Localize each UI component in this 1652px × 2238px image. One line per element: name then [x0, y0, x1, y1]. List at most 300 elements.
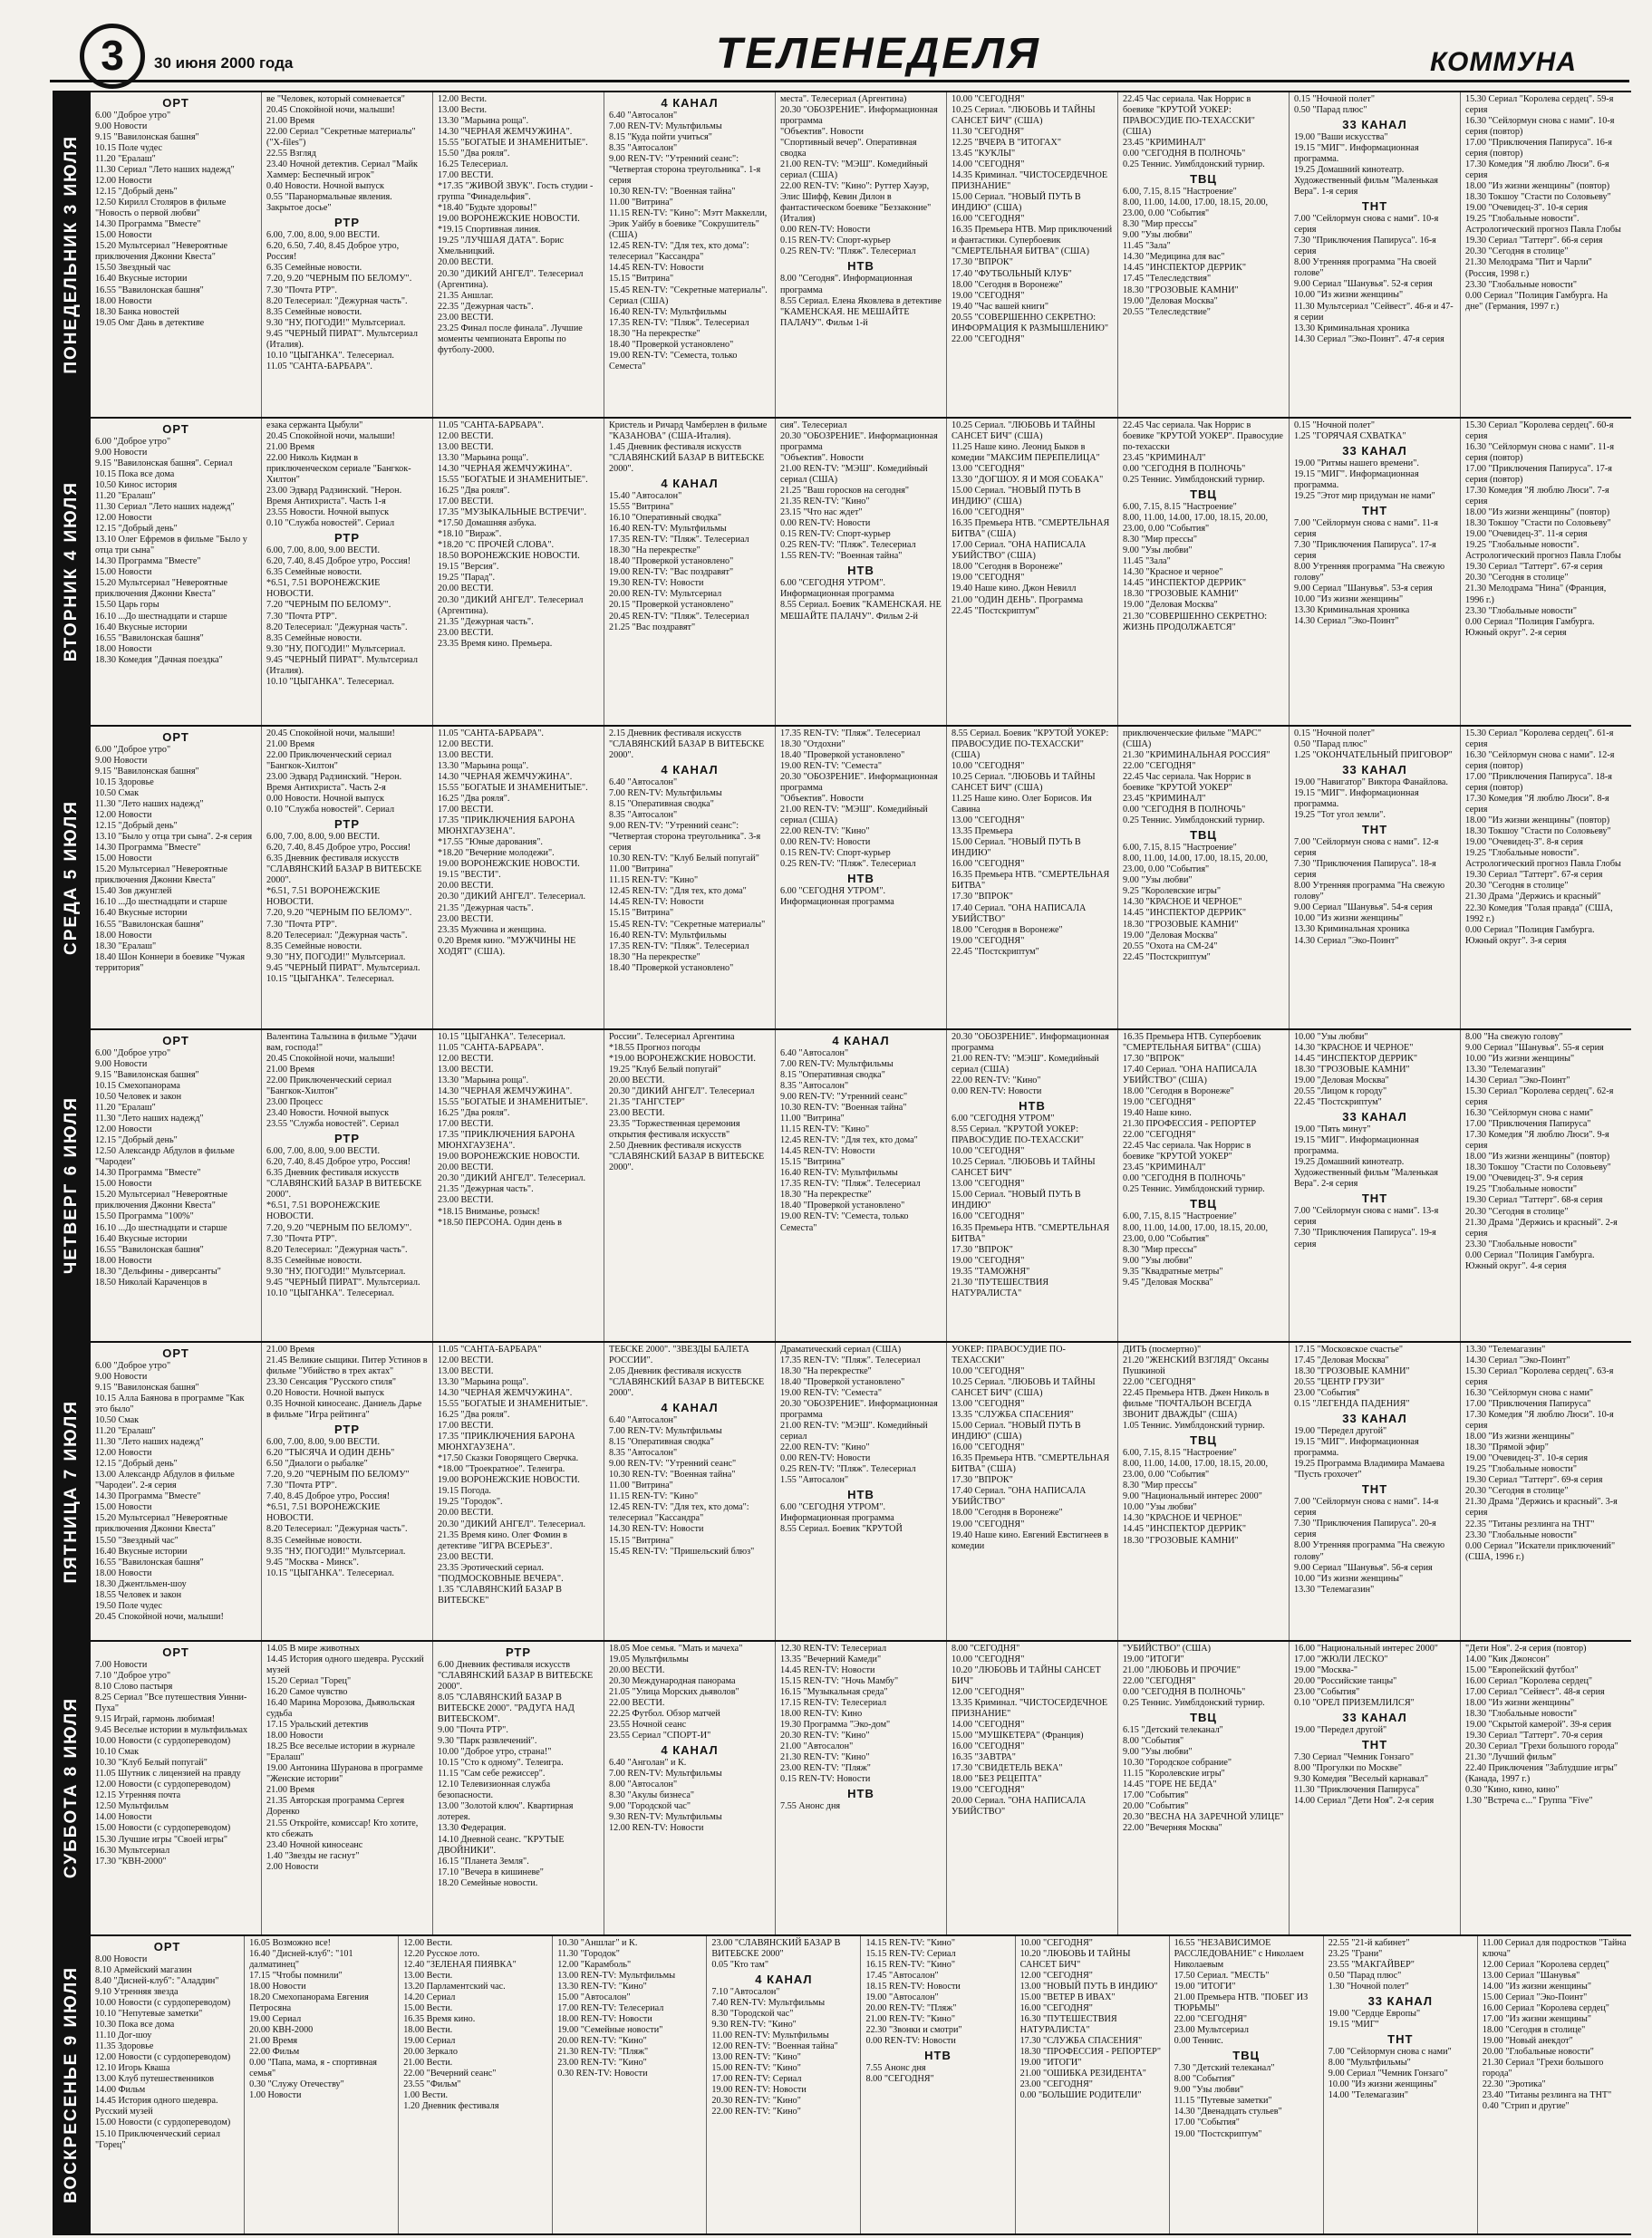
program-listing: 0.00 "БОЛЬШИЕ РОДИТЕЛИ" — [1019, 2090, 1142, 2101]
program-listing: 11.25 Наше кино. Олег Борисов. Ия Савина — [952, 794, 1092, 815]
program-listing: 6.40 "Автосалон" — [609, 1415, 678, 1426]
program-listing: 10.10 "ЦЫГАНКА". Телесериал. — [266, 350, 394, 361]
program-listing: 9.00 "Узы любви" — [1123, 875, 1193, 886]
program-listing: 21.30 Сериал "Грехи большого города" — [1482, 2058, 1604, 2079]
program-listing: 20.00 "Российские танцы" — [1294, 1676, 1397, 1687]
program-listing: 23.00 "СЛАВЯНСКИЙ БАЗАР В ВИТЕБСКЕ 2000" — [711, 1938, 841, 1960]
schedule-column — [775, 727, 946, 1028]
program-listing: 21.35 Время кино. Олег Фомин в детективе "ИГРА ВСЕРЬЕЗ". — [438, 1529, 567, 1551]
program-listing: 19.00 "Навигатор" Виктора Фанайлова. — [1294, 777, 1448, 788]
program-listing: 0.00 Теннис. — [1174, 2036, 1223, 2047]
program-listing: 14.30 Сериал "Эко-Поинт" — [1465, 1355, 1570, 1366]
program-listing: 13.00 ВЕСТИ. — [438, 1366, 494, 1377]
program-listing: 15.00 "Автосалон" — [557, 1992, 631, 2003]
program-listing: 18.30 "ГРОЗОВЫЕ КАМНИ" — [1123, 589, 1239, 600]
program-listing: 8.00 "События" — [1123, 1736, 1184, 1747]
program-listing: 14.30 "Медицина для вас" — [1123, 252, 1225, 263]
program-listing: 19.00 "СЕГОДНЯ" — [1123, 1097, 1196, 1108]
program-listing: 7.40, 8.45 Доброе утро, Россия! — [266, 1491, 391, 1502]
program-listing: 17.40 Сериал. "ОНА НАПИСАЛА УБИЙСТВО" (США) — [1123, 1065, 1258, 1086]
program-listing: 7.00 "Сейлормун снова с нами". 11-я серия — [1294, 518, 1438, 540]
schedule-column — [775, 1343, 946, 1640]
program-listing: 0.00 REN-TV: Новости — [780, 518, 871, 529]
program-listing: 20.30 "ДИКИЙ АНГЕЛ". Телесериал. — [438, 1519, 586, 1529]
program-listing: 19.40 Наше кино. Джон Невилл — [952, 584, 1077, 594]
program-listing: 10.30 REN-TV: "Клуб Белый попугай" — [609, 854, 759, 864]
program-listing: 0.00 Сериал "Полиция Гамбурга. На дне" (Германия, 1997 г.) — [1465, 290, 1609, 312]
program-listing: 8.30 "Мир прессы" — [1123, 535, 1198, 545]
program-listing: 19.30 Программа "Эко-дом" — [780, 1720, 891, 1731]
program-listing: 15.10 Приключенческий сериал "Горец" — [95, 2128, 220, 2150]
program-listing: 8.35 "Автосалон" — [609, 143, 678, 154]
program-listing: 15.00 Новости (с сурдопереводом) — [95, 2117, 231, 2128]
program-listing: 19.00 "Передел другой" — [1294, 1426, 1387, 1437]
program-listing: 14.00 Новости — [95, 1812, 152, 1823]
program-listing: 16.00 "СЕГОДНЯ" — [952, 1211, 1025, 1222]
channel-heading: ТНТ — [1361, 199, 1388, 214]
program-listing: 13.30 REN-TV: "Кино" — [557, 1982, 647, 1992]
program-listing: 22.00 Приключенческий сериал "Бангкок-Хилтон" — [266, 1076, 391, 1097]
program-listing: 18.00 "Из жизни женщины" — [1465, 1432, 1575, 1442]
schedule-column — [604, 727, 775, 1028]
program-listing: 16.25 "Два рояля". — [438, 794, 510, 805]
program-listing: 19.00 "Очевидец-3". 9-я серия — [1465, 1173, 1583, 1184]
program-listing: 8.05 "СЛАВЯНСКИЙ БАЗАР В ВИТЕБСКЕ 2000". "РАДУГА НАД ВИТЕБСКОМ". — [438, 1693, 575, 1725]
program-listing: 16.40 REN-TV: Мультфильмы — [609, 930, 727, 941]
program-listing: 21.30 "КРИМИНАЛЬНАЯ РОССИЯ" — [1123, 750, 1270, 761]
program-listing: 17.00 "События" — [1174, 2117, 1240, 2128]
program-listing: 17.30 "СВИДЕТЕЛЬ ВЕКА" — [952, 1763, 1063, 1774]
program-listing: 16.35 Время кино. — [403, 2014, 476, 2025]
program-listing: 11.05 "САНТА-БАРБАРА" — [438, 1345, 542, 1355]
program-listing: 8.00, 11.00, 14.00, 17.00, 18.15, 20.00, 23.00, 0.00 "События" — [1123, 513, 1269, 535]
program-listing: 19.25 "Глобальные новости". Астрологический прогноз Павла Глобы — [1465, 214, 1621, 236]
program-listing: 9.15 "Вавилонская башня" — [95, 1383, 199, 1394]
program-listing: 17.00 "Приключения Папируса". 17-я серия (повтор) — [1465, 464, 1612, 486]
program-listing: 11.10 Дог-шоу — [95, 2031, 152, 2041]
program-listing: 16.30 "Сейлормун снова с нами" — [1465, 1108, 1594, 1119]
program-listing: 15.40 "Автосалон" — [609, 491, 682, 502]
program-listing: 8.00 Утренняя программа "На свежую голову" — [1294, 1540, 1445, 1562]
program-listing: 10.00 "Доброе утро, страна!" — [438, 1747, 552, 1758]
program-listing: 18.00 "Сегодня в Воронеже" — [952, 1508, 1063, 1519]
program-listing: 12.00 Новости — [95, 176, 152, 187]
program-listing: 18.00 "БЕЗ РЕЦЕПТА" — [952, 1774, 1042, 1785]
issue-date: 30 июня 2000 года — [154, 54, 294, 72]
program-listing: 19.25 Программа Владимира Мамаева "Пусть грохочет" — [1294, 1459, 1444, 1481]
program-listing: 7.00 "Сейлормун снова с нами". 13-я серия — [1294, 1206, 1439, 1228]
program-listing: 11.30 "Приключения Папируса" — [1294, 1785, 1420, 1796]
program-listing: 0.15 REN-TV: Новости — [780, 1774, 871, 1785]
program-listing: 9.45 "ЧЕРНЫЙ ПИРАТ". Мультсериал (Италия). — [266, 654, 418, 676]
program-listing: 18.30 "На перекрестке" — [780, 1190, 872, 1201]
program-listing: 19.15 "МИГ". Информационная программа. — [1294, 788, 1419, 810]
program-listing: 17.00 REN-TV: Сериал — [711, 2074, 802, 2085]
program-listing: 0.00 REN-TV: Новости — [780, 837, 871, 848]
program-listing: 16.40 REN-TV: Мультфильмы — [609, 524, 727, 535]
schedule-column — [1117, 92, 1289, 417]
program-listing: 6.00 "Доброе утро" — [95, 111, 171, 121]
program-listing: 10.00 "Из жизни женщины" — [1294, 594, 1404, 605]
program-listing: 17.00 ВЕСТИ. — [438, 170, 494, 181]
program-listing: 8.30 "Мир прессы" — [1123, 219, 1198, 230]
program-listing: 0.00 Сериал "Полиция Гамбурга. Южный округ". 2-я серия — [1465, 616, 1595, 638]
program-listing: 21.55 Откройте, комиссар! Кто хотите, кто сбежать — [266, 1818, 419, 1839]
program-listing: 9.45 "ЧЕРНЫЙ ПИРАТ". Мультсериал. — [266, 962, 420, 973]
program-listing: 12.50 Мультфильм — [95, 1801, 169, 1812]
program-listing: 20.00 "События" — [1123, 1801, 1189, 1812]
program-listing: 13.20 Парламентский час. — [403, 1982, 506, 1992]
program-listing: 21.30 REN-TV: "Пляж" — [557, 2047, 649, 2058]
program-listing: 14.10 Дневной сеанс. "КРУТЫЕ ДВОЙНИКИ". — [438, 1834, 565, 1856]
program-listing: 8.15 "Куда пойти учиться" — [609, 132, 712, 143]
program-listing: 9.00 "Узы любви" — [1123, 545, 1193, 556]
program-listing: ТЕБСКЕ 2000". "ЗВЕЗДЫ БАЛЕТА РОССИИ". — [609, 1345, 749, 1366]
program-listing: 7.00 Новости — [95, 1660, 148, 1670]
schedule-column — [432, 1030, 604, 1341]
channel-heading: 4 КАНАЛ — [832, 1034, 890, 1047]
schedule-column — [946, 419, 1117, 725]
program-listing: 17.30 "ВПРОК" — [1123, 1054, 1184, 1065]
program-listing: 15.45 REN-TV: "Секретные материалы". Сериал (США) — [609, 285, 768, 306]
program-listing: 9.15 "Вавилонская башня". Сериал — [95, 458, 233, 469]
program-listing: *18.50 ПЕРСОНА. Один день в — [438, 1217, 562, 1228]
program-listing: 19.25 "Городок". — [438, 1497, 503, 1508]
program-listing: 19.25 "Этот мир придуман не нами" — [1294, 491, 1435, 502]
program-listing: 20.30 Сериал "Грехи большого города" — [1465, 1741, 1618, 1752]
program-listing: *19.15 Спортивная линия. — [438, 225, 541, 236]
program-listing: 8.35 Семейные новости. — [266, 1535, 362, 1546]
program-listing: 14.30 REN-TV: Новости — [609, 1524, 704, 1535]
program-listing: 21.30 ПРОФЕССИЯ - РЕПОРТЕР — [1123, 1119, 1257, 1130]
program-listing: 10.00 "СЕГОДНЯ" — [952, 1366, 1025, 1377]
program-listing: 15.55 "БОГАТЫЕ И ЗНАМЕНИТЫЕ". — [438, 783, 588, 794]
program-listing: 20.00 "Глобальные новости" — [1482, 2047, 1594, 2058]
program-listing: УОКЕР: ПРАВОСУДИЕ ПО-ТЕХАССКИ" — [952, 1345, 1066, 1366]
program-listing: 8.55 Сериал. Боевик "КРУТОЙ УОКЕР: ПРАВОСУДИЕ ПО-ТЕХАССКИ" (США) — [952, 728, 1109, 761]
schedule-column — [604, 419, 775, 725]
program-listing: 18.20 Смехопанорама Евгения Петросяна — [249, 1992, 369, 2014]
program-listing: 0.00 "СЕГОДНЯ В ПОЛНОЧЬ" — [1123, 464, 1246, 475]
program-listing: 18.40 "Проверкой установлено" — [609, 339, 734, 350]
program-listing: 19.15 "МИГ". Информационная программа. — [1294, 143, 1419, 165]
program-listing: 8.00, 11.00, 14.00, 17.00, 18.15, 20.00, 23.00, 0.00 "События" — [1123, 198, 1269, 219]
program-listing: "Спортивный вечер". Оперативная сводка — [780, 138, 917, 159]
program-listing: ве "Человек, который сомневается" — [266, 94, 405, 104]
program-listing: 22.45 Час сериала. Чак Норрис в боевике "КРУТОЙ УОКЕР" — [1123, 772, 1251, 794]
program-listing: 23.00 Эдвард Радзинский. "Нерон. Время Антихриста". Часть 1-я — [266, 486, 402, 507]
program-listing: 12.00 ВЕСТИ. — [438, 431, 494, 442]
program-listing: 7.00 "Сейлормун снова с нами". 10-я серия — [1294, 214, 1439, 236]
day-label-band — [53, 1936, 91, 2233]
program-listing: 6.40 "Автосалон" — [609, 111, 678, 121]
program-listing: 10.00 "Из жизни женщины" — [1328, 2079, 1437, 2090]
program-listing: 7.10 "Доброе утро" — [95, 1671, 171, 1682]
program-listing: 10.30 REN-TV: "Военная тайна" — [609, 187, 736, 198]
program-listing: 23.30 Сенсация "Русского стиля" — [266, 1377, 397, 1388]
schedule-column — [946, 727, 1117, 1028]
program-listing: 14.30 "ЧЕРНАЯ ЖЕМЧУЖИНА". — [438, 1388, 573, 1399]
program-listing: 15.30 Сериал "Королева сердец". 60-я серия — [1465, 420, 1614, 442]
program-listing: 21.00 Премьера НТВ. "ПОБЕГ ИЗ ТЮРЬМЫ" — [1174, 1992, 1309, 2014]
program-listing: 21.25 "Вас поздравят" — [609, 622, 696, 632]
program-listing: 17.30 Комедия "Я люблю Люси". 8-я серия — [1465, 794, 1609, 815]
program-listing: 8.40 "Дисней-клуб": "Аладдин" — [95, 1976, 219, 1987]
program-listing: 15.00 Новости — [95, 567, 152, 578]
program-listing: 19.00 "СЕГОДНЯ" — [952, 1785, 1025, 1796]
program-listing: 14.45 "ИНСПЕКТОР ДЕРРИК" — [1294, 1054, 1417, 1065]
program-listing: 15.50 Царь горы — [95, 600, 159, 611]
program-listing: 16.00 "СЕГОДНЯ" — [1019, 2003, 1093, 2014]
program-listing: 20.55 "Телеследствие" — [1123, 306, 1211, 317]
program-listing: 11.05 "САНТА-БАРБАРА". — [438, 420, 544, 430]
program-listing: 13.00 ВЕСТИ. — [438, 750, 494, 761]
program-listing: 8.30 "Акулы бизнеса" — [609, 1790, 695, 1801]
schedule-column — [91, 419, 261, 725]
schedule-column — [1460, 1343, 1631, 1640]
program-listing: 11.15 REN-TV: "Кино" — [780, 1124, 870, 1135]
program-listing: 20.55 "ЦЕНТР ГРУЗИ" — [1294, 1377, 1385, 1388]
program-listing: 13.00 "Золотой ключ". Квартирная лотерея. — [438, 1801, 574, 1823]
program-listing: 6.00, 7.15, 8.15 "Настроение" — [1123, 187, 1237, 198]
program-listing: 11.30 "СЕГОДНЯ" — [952, 127, 1025, 138]
program-listing: 12.00 REN-TV: Новости — [609, 1823, 704, 1834]
program-listing: 22.55 Взгляд — [266, 149, 316, 159]
program-listing: 10.50 Кинос история — [95, 480, 178, 491]
program-listing: 0.30 REN-TV: Новости — [557, 2069, 648, 2079]
program-listing: 18.40 Шон Коннери в боевике "Чужая территория" — [95, 951, 246, 973]
program-listing: 13.00 "СЕГОДНЯ" — [952, 464, 1025, 475]
program-listing: 20.30 "Сегодня в столице" — [1465, 1206, 1569, 1217]
program-listing: 16.35 Премьера НТВ. "СМЕРТЕЛЬНАЯ БИТВА" (США) — [952, 518, 1110, 540]
program-listing: 12.50 Александр Абдулов в фильме "Чародеи" — [95, 1146, 235, 1168]
program-listing: 13.30 "ДОГШОУ. Я И МОЯ СОБАКА" — [952, 475, 1104, 486]
program-listing: 16.10 ...До шестнадцати и старше — [95, 1222, 227, 1233]
program-listing: 19.00 "Деловая Москва" — [1123, 930, 1218, 941]
schedule-column — [432, 419, 604, 725]
program-listing: 20.00 Сериал. "ОНА НАПИСАЛА УБИЙСТВО" — [952, 1796, 1087, 1818]
program-listing: 11.30 Мультсериал "Сейвест". 46-я и 47-я серии — [1294, 301, 1454, 323]
day-columns — [91, 1642, 1631, 1934]
program-listing: 11.15 "Сам себе режиссер". — [438, 1769, 546, 1780]
program-listing: 8.00, 11.00, 14.00, 17.00, 18.15, 20.00, 23.00, 0.00 "События" — [1123, 1222, 1269, 1244]
program-listing: 14.00 "Телемагазин" — [1328, 2090, 1409, 2101]
program-listing: 9.00 "Узы любви" — [1123, 1747, 1193, 1758]
program-listing: 18.30 Джентльмен-шоу — [95, 1578, 187, 1589]
program-listing: 16.35 Премьера НТВ. Мир приключений и фантастики. Супербоевик "СМЕРТЕЛЬНАЯ БИТВА" (США) — [952, 225, 1113, 257]
program-listing: 18.00 "Сегодня в Воронеже" — [952, 924, 1063, 935]
program-listing: 14.35 Криминал. "ЧИСТОСЕРДЕЧНОЕ ПРИЗНАНИЕ" — [952, 170, 1108, 192]
schedule-column — [1117, 1642, 1289, 1934]
program-listing: 13.30 "Телемагазин" — [1294, 1584, 1375, 1595]
schedule-column — [604, 1030, 775, 1341]
program-listing: 19.00 REN-TV: "Семеста" — [780, 1388, 883, 1399]
program-listing: 13.00 Вести. — [403, 1971, 453, 1982]
program-listing: 16.15 REN-TV: "Кино" — [865, 1960, 956, 1971]
program-listing: 11.20 "Ералаш" — [95, 491, 156, 502]
program-listing: 8.30 "Городской час" — [711, 2009, 794, 2020]
program-listing: 0.05 "Кто там" — [711, 1960, 768, 1971]
program-listing: 18.00 "Из жизни женщины" (повтор) — [1465, 507, 1610, 518]
program-listing: 22.45 Час сериала. Чак Норрис в боевике "КРУТОЙ УОКЕР: ПРАВОСУДИЕ ПО-ТЕХАССКИ" (США) — [1123, 94, 1255, 138]
program-listing: 17.15 "Московское счастье" — [1294, 1345, 1404, 1355]
program-listing: 17.30 "КВН-2000" — [95, 1856, 167, 1867]
schedule-column — [552, 1936, 706, 2233]
program-listing: 8.00 Утренняя программа "На свежую голову" — [1294, 562, 1445, 584]
program-listing: "Объектив". Новости — [780, 794, 864, 805]
program-listing: 8.00 "СЕГОДНЯ" — [865, 2074, 934, 2085]
program-listing: 20.00 REN-TV: "Пляж" — [865, 2003, 957, 2014]
program-listing: 13.30 "Телемагазин" — [1465, 1065, 1546, 1076]
program-listing: 9.00 "Национальный интерес 2000" — [1123, 1491, 1262, 1502]
program-listing: 19.00 "СЕГОДНЯ" — [952, 573, 1025, 584]
program-listing: сия". Телесериал — [780, 420, 847, 430]
program-listing: 10.15 Смехопанорама — [95, 1081, 180, 1092]
program-listing: 0.40 "Стрип и другие" — [1482, 2101, 1570, 2112]
program-listing: 15.40 Зов джунглей — [95, 886, 172, 897]
program-listing: 6.00 "СЕГОДНЯ УТРОМ". Информационная программа — [780, 886, 894, 908]
program-listing: 19.25 "Глобальные новости" — [1465, 1464, 1578, 1475]
program-listing: 11.30 "Лето наших надежд" — [95, 1437, 204, 1448]
program-listing: 19.30 Сериал "Таттерт". 67-я серия — [1465, 562, 1603, 573]
program-listing: 10.25 Сериал. "ЛЮБОВЬ И ТАЙНЫ САНСЕТ БИЧ" — [952, 1157, 1096, 1179]
program-listing: 6.20, 6.50, 7.40, 8.45 Доброе утро, Россия! — [266, 241, 400, 263]
program-listing: 8.00 "Автосалон" — [609, 1780, 678, 1790]
program-listing: 0.30 "Кино, кино, кино" — [1465, 1785, 1560, 1796]
program-listing: 23.00 ВЕСТИ. — [438, 627, 494, 638]
program-listing: 19.00 "Семейные новости" — [557, 2025, 663, 2036]
program-listing: 14.30 Программа "Вместе" — [95, 843, 201, 854]
program-listing: 15.00 REN-TV: "Кино" — [711, 2063, 801, 2074]
program-listing: 14.30 Программа "Вместе" — [95, 556, 201, 567]
program-listing: 18.40 "Проверкой установлено" — [780, 1201, 905, 1211]
program-listing: 10.15 "ЦЫГАНКА". Телесериал. — [266, 1568, 394, 1578]
program-listing: 7.30 "Приключения Папируса". 17-я серия — [1294, 540, 1436, 562]
program-listing: 15.00 "Европейский футбол" — [1465, 1665, 1579, 1676]
program-listing: 16.40 Вкусные истории — [95, 908, 188, 919]
program-listing: 6.00, 7.00, 8.00, 9.00 ВЕСТИ. — [266, 545, 381, 556]
program-listing: 12.15 "Добрый день" — [95, 821, 178, 832]
day-label-band — [53, 92, 91, 417]
program-listing: 8.35 "Автосалон" — [609, 1448, 678, 1459]
day-columns — [91, 1343, 1631, 1640]
program-listing: 8.00 "Мультфильмы" — [1328, 2058, 1411, 2069]
program-listing: 15.00 Новости — [95, 230, 152, 241]
program-listing: 15.55 "БОГАТЫЕ И ЗНАМЕНИТЫЕ". — [438, 138, 588, 149]
program-listing: 6.00 Дневник фестиваля искусств "СЛАВЯНСКИЙ БАЗАР В ВИТЕБСКЕ 2000". — [438, 1660, 594, 1693]
program-listing: 7.30 "Приключения Папируса". 20-я серия — [1294, 1519, 1436, 1540]
program-listing: 17.00 "Приключения Папируса". 18-я серия (повтор) — [1465, 772, 1612, 794]
program-listing: 22.45 "Постскриптум" — [1294, 1097, 1382, 1108]
program-listing: 6.00 "СЕГОДНЯ УТРОМ". Информационная программа — [780, 578, 894, 600]
program-listing: 2.50 Дневник фестиваля искусств "СЛАВЯНСКИЙ БАЗАР В ВИТЕБСКЕ 2000". — [609, 1141, 765, 1173]
program-listing: 16.40 "Дисней-клуб": "101 далматинец" — [249, 1949, 353, 1971]
program-listing: 10.00 "Из жизни женщины" — [1294, 1573, 1404, 1584]
program-listing: 9.00 Сериал "Шанувья". 56-я серия — [1294, 1562, 1433, 1573]
program-listing: 14.30 "ЧЕРНАЯ ЖЕМЧУЖИНА". — [438, 127, 573, 138]
program-listing: 18.00 "Сегодня в Воронеже" — [1123, 1086, 1234, 1097]
program-listing: 9.30 "НУ, ПОГОДИ!" Мультсериал. — [266, 317, 406, 328]
program-listing: 10.30 REN-TV: "Военная тайна" — [780, 1103, 907, 1114]
program-listing: 17.00 "ЖЮЛИ ЛЕСКО" — [1294, 1654, 1388, 1665]
program-listing: 13.10 "Было у отца три сына". 2-я серия — [95, 832, 252, 843]
program-listing: 14.30 "КРАСНОЕ И ЧЕРНОЕ" — [1123, 1513, 1242, 1524]
program-listing: 20.30 Международная панорама — [609, 1676, 736, 1687]
program-listing: 15.30 Сериал "Королева сердец". 61-я серия — [1465, 728, 1614, 750]
program-listing: 21.00 "Автосалон" — [780, 1741, 854, 1752]
program-listing: 12.15 Утренняя почта — [95, 1790, 181, 1801]
program-listing: 8.35 Семейные новости. — [266, 306, 362, 317]
program-listing: 21.00 Время — [266, 1345, 315, 1355]
channel-heading: РТР — [333, 216, 361, 230]
program-listing: 22.00 REN-TV: "Кино" — [711, 2107, 801, 2117]
program-listing: 21.35 "Дежурная часть". — [438, 902, 534, 913]
program-listing: 23.30 "Глобальные новости" — [1465, 1529, 1578, 1540]
program-listing: 6.15 "Детский телеканал" — [1123, 1725, 1223, 1736]
schedule-column — [706, 1936, 860, 2233]
program-listing: 19.00 "Очевидец-3". 10-я серия — [1465, 203, 1588, 214]
program-listing: 9.00 "Городской час" — [609, 1801, 691, 1812]
program-listing: 20.00 ВЕСТИ. — [438, 257, 494, 268]
program-listing: 20.30 "ДИКИЙ АНГЕЛ". Телесериал (Аргентина). — [438, 594, 584, 616]
program-listing: 23.40 "Титаны резлинга на ТНТ" — [1482, 2090, 1612, 2101]
schedule-column — [91, 92, 261, 417]
program-listing: 13.30 Криминальная хроника — [1294, 924, 1410, 935]
program-listing: 17.30 Комедия "Я люблю Люси". 10-я серия — [1465, 1410, 1614, 1432]
program-listing: 23.40 Ночной детектив. Сериал "Майк Хаммер: Беспечный игрок" — [266, 159, 418, 181]
program-listing: 0.10 "Служба новостей". Сериал — [266, 805, 395, 815]
schedule-column — [432, 1343, 604, 1640]
program-listing: 1.55 "Автосалон" — [780, 1475, 849, 1486]
program-listing: 2.05 Дневник фестиваля искусств "СЛАВЯНСКИЙ БАЗАР В ВИТЕБСКЕ 2000". — [609, 1366, 765, 1399]
program-listing: 14.30 "КРАСНОЕ И ЧЕРНОЕ" — [1294, 1043, 1414, 1054]
header-rule — [50, 80, 1629, 82]
program-listing: 7.30 Сериал "Чемник Гонзаго" — [1294, 1752, 1415, 1763]
program-listing: 19.05 Омг Дань в детективе — [95, 317, 205, 328]
program-listing: 15.15 REN-TV: Сериал — [865, 1949, 956, 1960]
program-listing: 16.40 REN-TV: Мультфильмы — [609, 306, 727, 317]
program-listing: 22.00 "СЕГОДНЯ" — [952, 333, 1025, 344]
channel-heading: ТВЦ — [1190, 828, 1217, 843]
program-listing: 14.05 В мире животных — [266, 1644, 360, 1654]
program-listing: 0.20 Время кино. "МУЖЧИНЫ НЕ ХОДЯТ" (США). — [438, 935, 576, 957]
channel-heading: ТНТ — [1361, 1482, 1388, 1497]
program-listing: 14.00 "Из жизни женщины" — [1482, 1982, 1591, 1992]
program-listing: 17.40 "ФУТБОЛЬНЫЙ КЛУБ" — [952, 268, 1072, 279]
program-listing: 13.00 REN-TV: Мультфильмы — [557, 1971, 676, 1982]
program-listing: 16.30 Мультсериал — [95, 1845, 170, 1856]
program-listing: 1.45 Дневник фестиваля искусств "СЛАВЯНСКИЙ БАЗАР В ВИТЕБСКЕ 2000". — [609, 442, 765, 475]
program-listing: 23.30 "Глобальные новости" — [1465, 279, 1578, 290]
program-listing: 10.00 "Из жизни женщины" — [1294, 290, 1404, 301]
program-listing: 18.30 "Дельфины - диверсанты" — [95, 1266, 221, 1277]
program-listing: 17.30 Комедия "Я люблю Люси". 6-я серия — [1465, 159, 1609, 181]
program-listing: 10.10 "Непутевые заметки" — [95, 2009, 203, 2020]
program-listing: 16.55 "НЕЗАВИСИМОЕ РАССЛЕДОВАНИЕ" с Николаем Николаевым — [1174, 1938, 1304, 1971]
program-listing: 0.50 "Парад плюс" — [1294, 739, 1367, 750]
program-listing: 21.30 Драма "Держись и красный". 2-я серия — [1465, 1217, 1618, 1239]
program-listing: 20.45 Спокойной ночи, малыши! — [266, 431, 395, 442]
program-listing: 8.20 Телесериал: "Дежурная часть". — [266, 930, 408, 941]
program-listing: 17.35 "МУЗЫКАЛЬНЫЕ ВСТРЕЧИ". — [438, 507, 587, 518]
day-label-band — [53, 727, 91, 1028]
program-listing: 10.00 "СЕГОДНЯ" — [1019, 1938, 1093, 1948]
program-listing: 19.00 REN-TV: Новости — [711, 2085, 807, 2096]
program-listing: 17.00 ВЕСТИ. — [438, 1421, 494, 1432]
program-listing: 21.30 "СОВЕРШЕННО СЕКРЕТНО: ЖИЗНЬ ПРОДОЛЖАЕТСЯ" — [1123, 611, 1268, 632]
schedule-column — [1460, 1642, 1631, 1934]
program-listing: 12.50 Кирилл Столяров в фильме "Новость о первой любви" — [95, 198, 227, 219]
